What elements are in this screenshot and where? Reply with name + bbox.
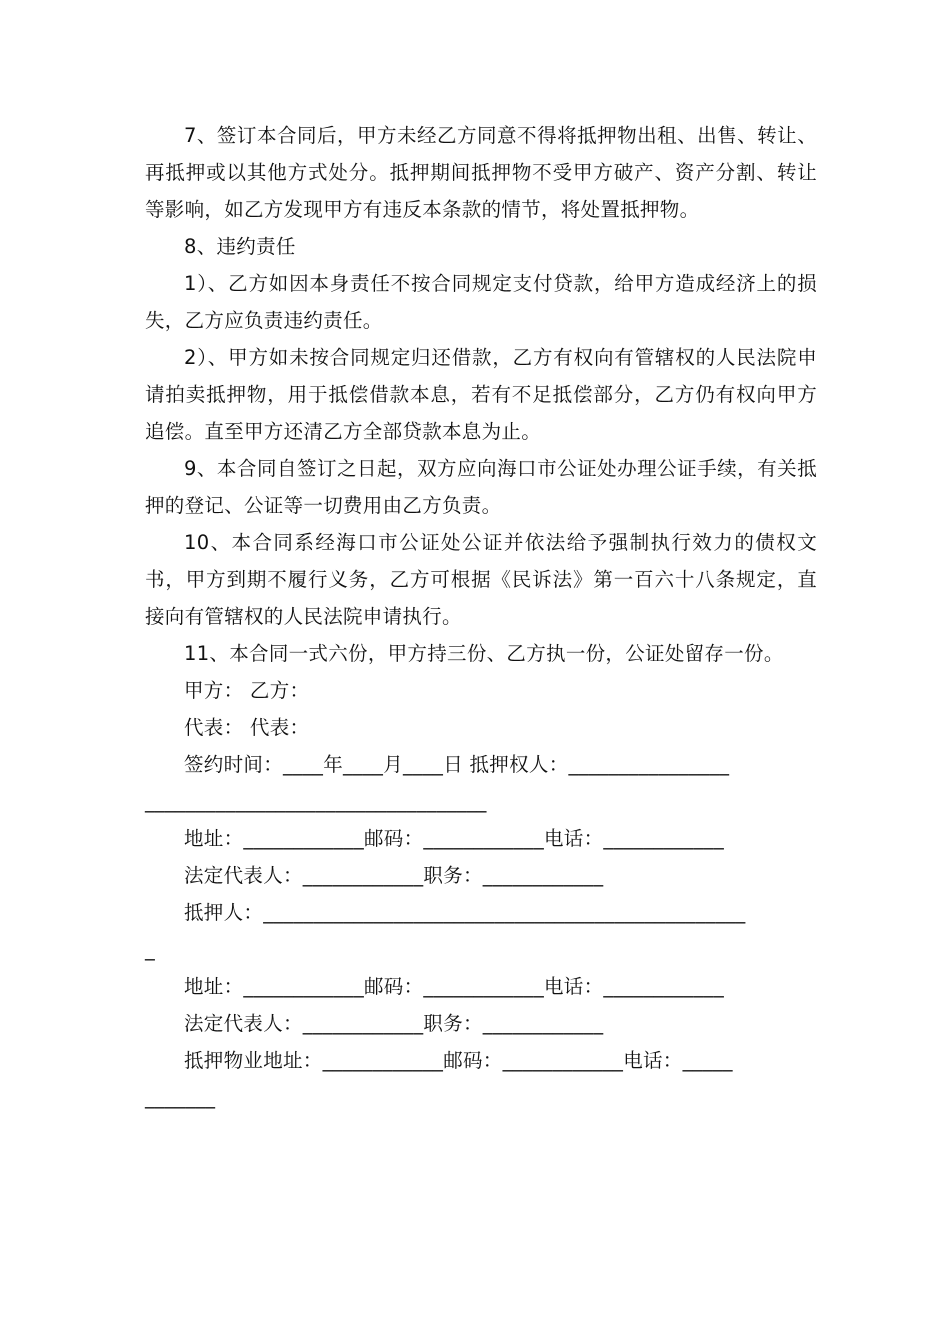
clause-8-item-1: 1）、乙方如因本身责任不按合同规定支付贷款，给甲方造成经济上的损失，乙方应负责违约责任。: [145, 272, 817, 332]
representative-labels: 代表： 代表：: [184, 716, 310, 739]
mortgagor-address-fields: 地址：____________邮码：____________电话：____________: [184, 975, 724, 998]
property-address-fields: 抵押物业地址：____________邮码：____________电话：_____: [184, 1049, 733, 1072]
mortgagor-blank-continued: _: [145, 938, 156, 961]
property-phone-blank-continued: _______: [145, 1086, 216, 1109]
clause-10: 10、本合同系经海口市公证处公证并依法给予强制执行效力的债权文书，甲方到期不履行义务，乙方可根据《民诉法》第一百六十八条规定，直接向有管辖权的人民法院申请执行。: [145, 531, 817, 628]
mortgagor-legal-rep-fields: 法定代表人：____________职务：____________: [184, 1012, 604, 1035]
party-labels: 甲方： 乙方：: [184, 679, 310, 702]
mortgagee-address-fields: 地址：____________邮码：____________电话：____________: [184, 827, 724, 850]
signing-date-mortgagee: 签约时间：____年____月____日 抵押权人：________________: [184, 753, 730, 776]
clause-11: 11、本合同一式六份，甲方持三份、乙方执一份，公证处留存一份。: [184, 642, 784, 665]
mortgagee-legal-rep-fields: 法定代表人：____________职务：____________: [184, 864, 604, 887]
clause-7: 7、签订本合同后，甲方未经乙方同意不得将抵押物出租、出售、转让、再抵押或以其他方式处分。抵押期间抵押物不受甲方破产、资产分割、转让等影响，如乙方发现甲方有违反本条款的情节，将处置抵押物。: [145, 124, 817, 221]
mortgagor-field: 抵押人：________________________________________________: [184, 901, 746, 924]
mortgagee-blank-continued: __________________________________: [145, 790, 487, 813]
clause-9: 9、本合同自签订之日起，双方应向海口市公证处办理公证手续，有关抵押的登记、公证等一切费用由乙方负责。: [145, 457, 817, 517]
clause-8-heading: 8、违约责任: [184, 235, 296, 258]
contract-body: [145, 117, 817, 1116]
clause-8-item-2: 2）、甲方如未按合同规定归还借款，乙方有权向有管辖权的人民法院申请拍卖抵押物，用于抵偿借款本息，若有不足抵偿部分，乙方仍有权向甲方追偿。直至甲方还清乙方全部贷款本息为止。: [145, 346, 817, 443]
